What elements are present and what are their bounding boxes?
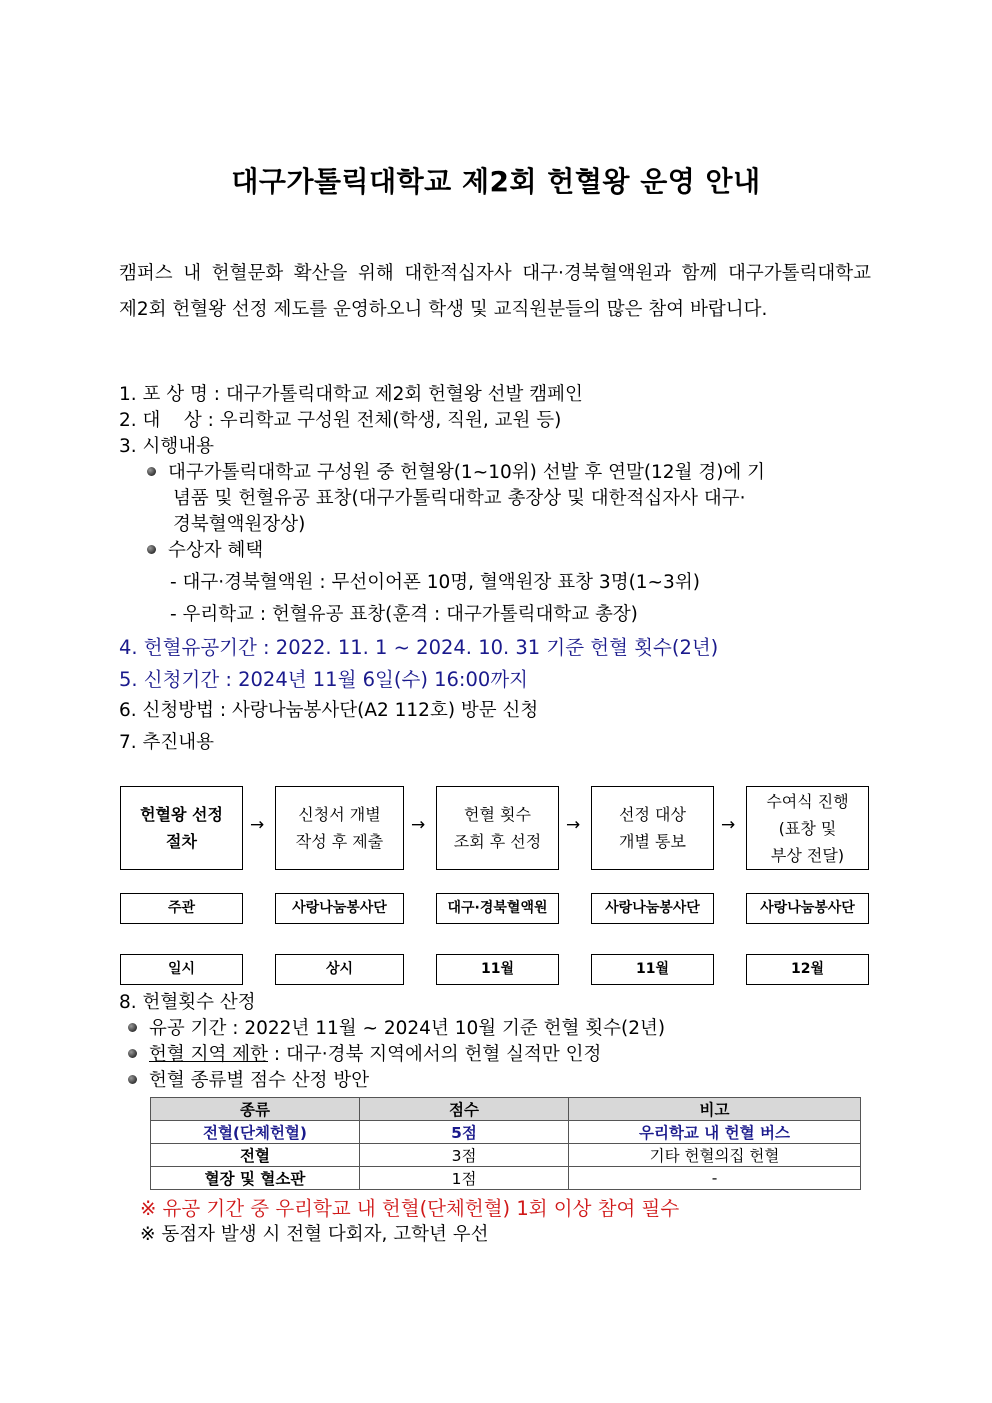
flow-step xyxy=(746,786,869,870)
flow-step-line: 헌혈왕 선정 xyxy=(140,805,223,824)
table-cell: 5점 xyxy=(360,1121,569,1144)
flow-host-label: 주관 xyxy=(120,893,243,924)
bullet-item xyxy=(147,536,263,562)
bullet-item xyxy=(128,1066,369,1092)
item-target: 2. 대 상 : 우리학교 구성원 전체(학생, 직원, 교원 등) xyxy=(119,410,562,431)
flow-step-line: 작성 후 제출 xyxy=(295,832,384,851)
flow-date: 12월 xyxy=(746,954,869,985)
flow-date: 11월 xyxy=(436,954,559,985)
item-process-heading: 7. 추진내용 xyxy=(119,732,215,753)
table-header-row xyxy=(151,1098,861,1121)
table-header: 비고 xyxy=(569,1098,861,1121)
bullet-text: 대구가톨릭대학교 구성원 중 헌혈왕(1~10위) 선발 후 연말(12월 경)에 기 xyxy=(168,462,766,483)
flow-date-label: 일시 xyxy=(120,954,243,985)
page-title: 대구가톨릭대학교 제2회 헌혈왕 운영 안내 xyxy=(231,165,761,198)
flow-host: 사랑나눔봉사단 xyxy=(746,893,869,924)
arrow-right-icon: → xyxy=(721,815,736,835)
bullet-text: 수상자 혜택 xyxy=(168,540,264,561)
flow-host: 대구·경북혈액원 xyxy=(436,893,559,924)
arrow-right-icon: → xyxy=(566,815,581,835)
table-cell: 전혈(단체헌혈) xyxy=(151,1121,360,1144)
flow-step-line: 절차 xyxy=(166,832,197,851)
arrow-right-icon: → xyxy=(411,815,426,835)
bullet-dot-icon xyxy=(147,545,156,554)
flow-step-line: 부상 전달) xyxy=(770,845,845,865)
benefit-detail: - 대구·경북혈액원 : 무선이어폰 10명, 혈액원장 표창 3명(1~3위) xyxy=(170,572,700,593)
bullet-text-underlined: 헌혈 지역 제한 xyxy=(149,1044,268,1065)
table-cell: 전혈 xyxy=(151,1144,360,1167)
flow-step-line: 조회 후 선정 xyxy=(453,832,542,851)
item-award-name: 1. 포 상 명 : 대구가톨릭대학교 제2회 헌혈왕 선발 캠페인 xyxy=(119,384,583,405)
table-cell: 3점 xyxy=(360,1144,569,1167)
flow-step xyxy=(436,786,559,870)
table-row xyxy=(151,1167,861,1190)
bullet-text: 헌혈 종류별 점수 산정 방안 xyxy=(149,1070,370,1091)
bullet-continuation: 경북혈액원장상) xyxy=(173,514,306,535)
flow-host: 사랑나눔봉사단 xyxy=(275,893,404,924)
flow-step xyxy=(275,786,404,870)
table-cell: - xyxy=(569,1167,861,1190)
bullet-text: : 대구·경북 지역에서의 헌혈 실적만 인정 xyxy=(268,1044,602,1065)
intro-paragraph: 캠퍼스 내 헌혈문화 확산을 위해 대한적십자사 대구·경북혈액원과 함께 대구가톨릭대학교 제2회 헌혈왕 선정 제도를 운영하오니 학생 및 교직원분들의 많은 참여 바랍니다. xyxy=(119,263,871,320)
item-count-heading: 8. 헌혈횟수 산정 xyxy=(119,992,256,1013)
flow-step-line: (표창 및 xyxy=(778,818,837,838)
bullet-dot-icon xyxy=(128,1049,137,1058)
item-content-heading: 3. 시행내용 xyxy=(119,436,215,457)
arrow-right-icon: → xyxy=(250,815,265,835)
note-required: ※ 유공 기간 중 우리학교 내 헌혈(단체헌혈) 1회 이상 참여 필수 xyxy=(140,1197,680,1220)
bullet-item xyxy=(147,458,765,484)
table-row xyxy=(151,1144,861,1167)
flow-step-line: 수여식 진행 xyxy=(766,791,849,811)
table-cell: 기타 헌혈의집 헌혈 xyxy=(569,1144,861,1167)
note-tiebreak: ※ 동점자 발생 시 전혈 다회자, 고학년 우선 xyxy=(140,1224,489,1245)
table-header: 점수 xyxy=(360,1098,569,1121)
flow-step-line: 헌혈 횟수 xyxy=(464,805,531,824)
flow-step xyxy=(591,786,714,870)
benefit-detail: - 우리학교 : 헌혈유공 표창(훈격 : 대구가톨릭대학교 총장) xyxy=(170,604,638,625)
table-header: 종류 xyxy=(151,1098,360,1121)
table-cell: 혈장 및 혈소판 xyxy=(151,1167,360,1190)
flow-date: 11월 xyxy=(591,954,714,985)
flow-host: 사랑나눔봉사단 xyxy=(591,893,714,924)
table-cell: 1점 xyxy=(360,1167,569,1190)
flow-date: 상시 xyxy=(275,954,404,985)
score-table xyxy=(150,1097,861,1190)
flow-step-line: 신청서 개별 xyxy=(298,805,381,824)
bullet-dot-icon xyxy=(147,467,156,476)
bullet-text: 유공 기간 : 2022년 11월 ~ 2024년 10월 기준 헌혈 횟수(2년) xyxy=(149,1018,666,1039)
flow-step-line: 개별 통보 xyxy=(619,832,686,851)
item-apply-period: 5. 신청기간 : 2024년 11월 6일(수) 16:00까지 xyxy=(119,668,528,691)
bullet-continuation: 념품 및 헌혈유공 표창(대구가톨릭대학교 총장상 및 대한적십자사 대구· xyxy=(173,488,746,509)
bullet-item xyxy=(128,1040,601,1066)
table-cell: 우리학교 내 헌혈 버스 xyxy=(569,1121,861,1144)
table-row xyxy=(151,1121,861,1144)
bullet-dot-icon xyxy=(128,1075,137,1084)
bullet-item xyxy=(128,1014,665,1040)
flow-step xyxy=(120,786,243,870)
item-apply-method: 6. 신청방법 : 사랑나눔봉사단(A2 112호) 방문 신청 xyxy=(119,700,539,721)
flow-step-line: 선정 대상 xyxy=(619,805,686,824)
item-period: 4. 헌혈유공기간 : 2022. 11. 1 ~ 2024. 10. 31 기준 헌혈 횟수(2년) xyxy=(119,636,719,659)
bullet-dot-icon xyxy=(128,1023,137,1032)
